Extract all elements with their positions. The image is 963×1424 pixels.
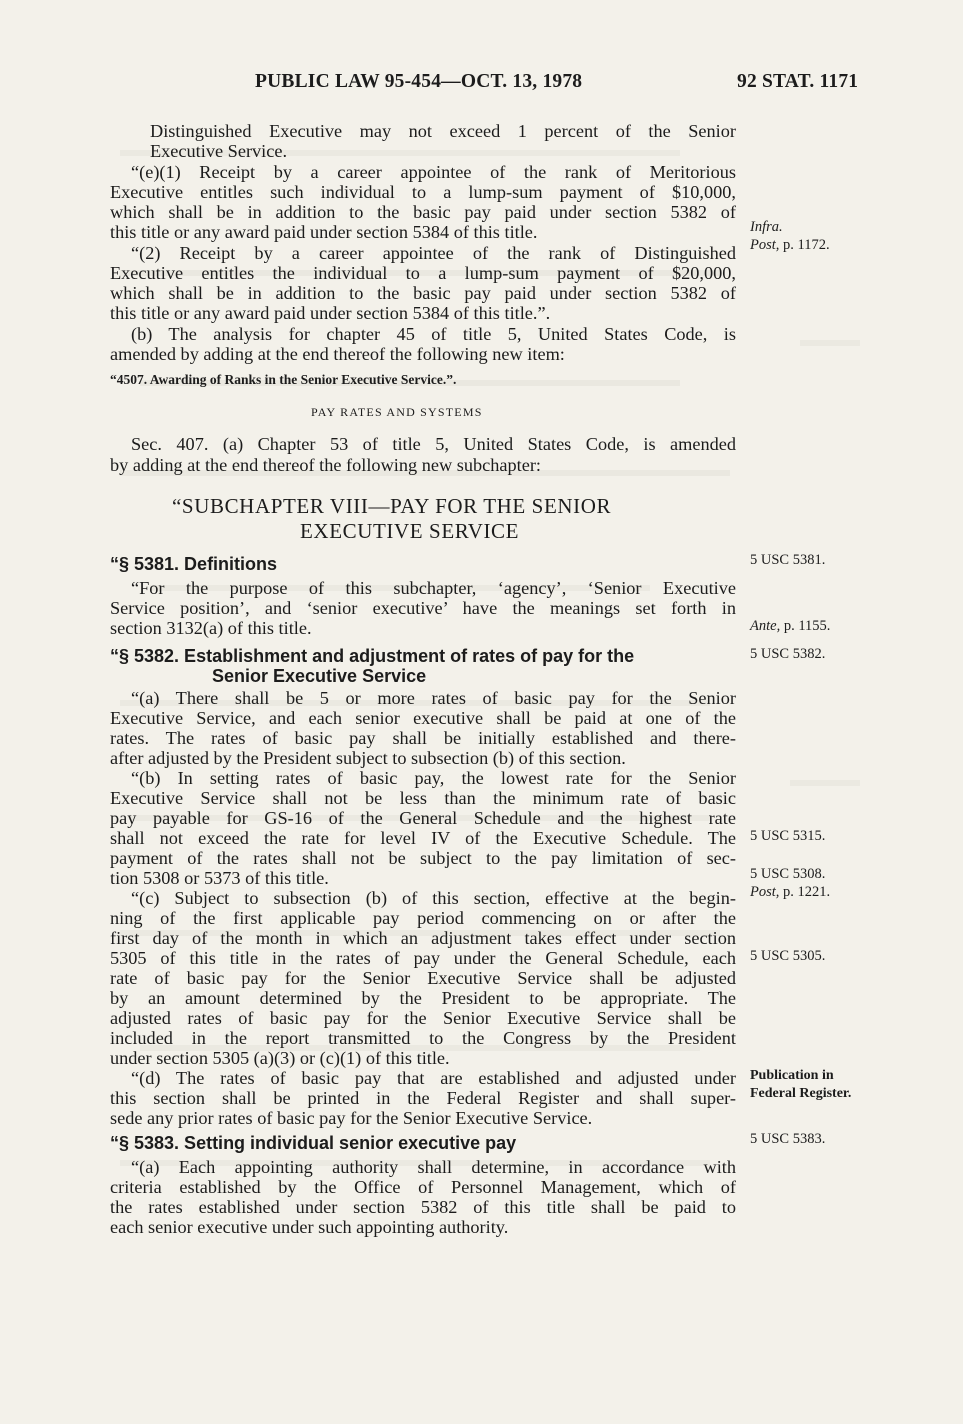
- text-line: tion 5308 or 5373 of this title.: [110, 868, 329, 888]
- text-line: each senior executive under such appointing authority.: [110, 1217, 509, 1237]
- text-line: this title or any award paid under section 5384 of this title.”.: [110, 303, 551, 323]
- text-line: which shall be in addition to the basic pay paid under section 5382 of: [110, 283, 736, 303]
- section-heading-5382-cont: Senior Executive Service: [212, 666, 427, 686]
- text-line: after adjusted by the President subject to subsection (b) of this section.: [110, 748, 626, 768]
- text-line: Executive entitles such individual to a lump-sum payment of $10,000,: [110, 182, 736, 202]
- margin-note: Publication in: [750, 1068, 834, 1083]
- text-line: Distinguished Executive may not exceed 1 percent of the Senior: [150, 121, 736, 141]
- text-line: rates. The rates of basic pay shall be initially established and there-: [110, 728, 736, 748]
- text-line: by adding at the end thereof the following new subchapter:: [110, 455, 542, 475]
- text-line: adjusted rates of basic pay for the Senior Executive Service shall be: [110, 1008, 736, 1028]
- margin-note: 5 USC 5305.: [750, 948, 826, 964]
- margin-note: 5 USC 5382.: [750, 646, 826, 662]
- text-line: Executive Service.: [150, 141, 288, 161]
- part-heading: PAY RATES AND SYSTEMS: [311, 405, 483, 419]
- text-line: under section 5305 (a)(3) or (c)(1) of this title.: [110, 1048, 450, 1068]
- text-line: section 3132(a) of this title.: [110, 618, 312, 638]
- text-line: “(c) Subject to subsection (b) of this section, effective at the begin-: [131, 888, 736, 908]
- margin-note: Post, p. 1172.: [750, 237, 830, 253]
- text-line: “For the purpose of this subchapter, ‘agency’, ‘Senior Executive: [131, 578, 736, 598]
- text-line: “(a) There shall be 5 or more rates of basic pay for the Senior: [131, 688, 736, 708]
- text-line: Sec. 407. (a) Chapter 53 of title 5, United States Code, is amended: [131, 434, 736, 454]
- text-line: Executive Service, and each senior executive shall be paid at one of the: [110, 708, 736, 728]
- text-line: this section shall be printed in the Federal Register and shall super-: [110, 1088, 736, 1108]
- text-line: “(e)(1) Receipt by a career appointee of the rank of Meritorious: [131, 162, 736, 182]
- text-line: “(b) In setting rates of basic pay, the lowest rate for the Senior: [131, 768, 736, 788]
- text-line: which shall be in addition to the basic pay paid under section 5382 of: [110, 202, 736, 222]
- subchapter-heading: “SUBCHAPTER VIII—PAY FOR THE SENIOR: [172, 494, 612, 518]
- margin-note: 5 USC 5381.: [750, 552, 826, 568]
- text-line: “(a) Each appointing authority shall determine, in accordance with: [131, 1157, 736, 1177]
- text-line: Executive entitles the individual to a lump-sum payment of $20,000,: [110, 263, 736, 283]
- section-heading-5383: “§ 5383. Setting individual senior executive pay: [110, 1133, 517, 1153]
- margin-note: 5 USC 5315.: [750, 828, 826, 844]
- text-line: Executive Service shall not be less than the minimum rate of basic: [110, 788, 736, 808]
- text-line: (b) The analysis for chapter 45 of title 5, United States Code, is: [131, 324, 736, 344]
- text-line: ning of the first applicable pay period commencing on or after the: [110, 908, 736, 928]
- text-line: payment of the rates shall not be subject to the pay limitation of sec-: [110, 848, 736, 868]
- margin-note: 5 USC 5383.: [750, 1131, 826, 1147]
- statute-page-number: 92 STAT. 1171: [737, 71, 859, 92]
- text-line: included in the report transmitted to the Congress by the President: [110, 1028, 736, 1048]
- text-line: the rates established under section 5382 of this title shall be paid to: [110, 1197, 736, 1217]
- text-line: amended by adding at the end thereof the following new item:: [110, 344, 565, 364]
- text-line: rate of basic pay for the Senior Executive Service shall be adjusted: [110, 968, 736, 988]
- text-line: first day of the month in which an adjustment takes effect under section: [110, 928, 736, 948]
- margin-note: Ante, p. 1155.: [750, 618, 831, 634]
- margin-note: Federal Register.: [750, 1086, 852, 1101]
- text-line: Service position’, and ‘senior executive’ have the meanings set forth in: [110, 598, 736, 618]
- text-line: sede any prior rates of basic pay for the Senior Executive Service.: [110, 1108, 593, 1128]
- text-line: this title or any award paid under section 5384 of this title.: [110, 222, 538, 242]
- text-line: by an amount determined by the President to be appropriate. The: [110, 988, 736, 1008]
- margin-note: 5 USC 5308.: [750, 866, 826, 882]
- section-heading-5382: “§ 5382. Establishment and adjustment of rates of pay for the: [110, 646, 635, 666]
- subchapter-heading-cont: EXECUTIVE SERVICE: [300, 519, 520, 543]
- text-line: “(2) Receipt by a career appointee of the rank of Distinguished: [131, 243, 736, 263]
- margin-note: Post, p. 1221.: [750, 884, 831, 900]
- margin-note: Infra.: [750, 219, 783, 235]
- text-line: pay payable for GS-16 of the General Schedule and the highest rate: [110, 808, 736, 828]
- text-line: “(d) The rates of basic pay that are established and adjusted under: [131, 1068, 736, 1088]
- running-header-title: PUBLIC LAW 95-454—OCT. 13, 1978: [255, 71, 583, 92]
- text-line: shall not exceed the rate for level IV of the Executive Schedule. The: [110, 828, 736, 848]
- text-line: 5305 of this title in the rates of pay under the General Schedule, each: [110, 948, 736, 968]
- text-line: criteria established by the Office of Personnel Management, which of: [110, 1177, 736, 1197]
- section-heading-5381: “§ 5381. Definitions: [110, 554, 278, 574]
- analysis-item: “4507. Awarding of Ranks in the Senior Executive Service.”.: [110, 372, 457, 387]
